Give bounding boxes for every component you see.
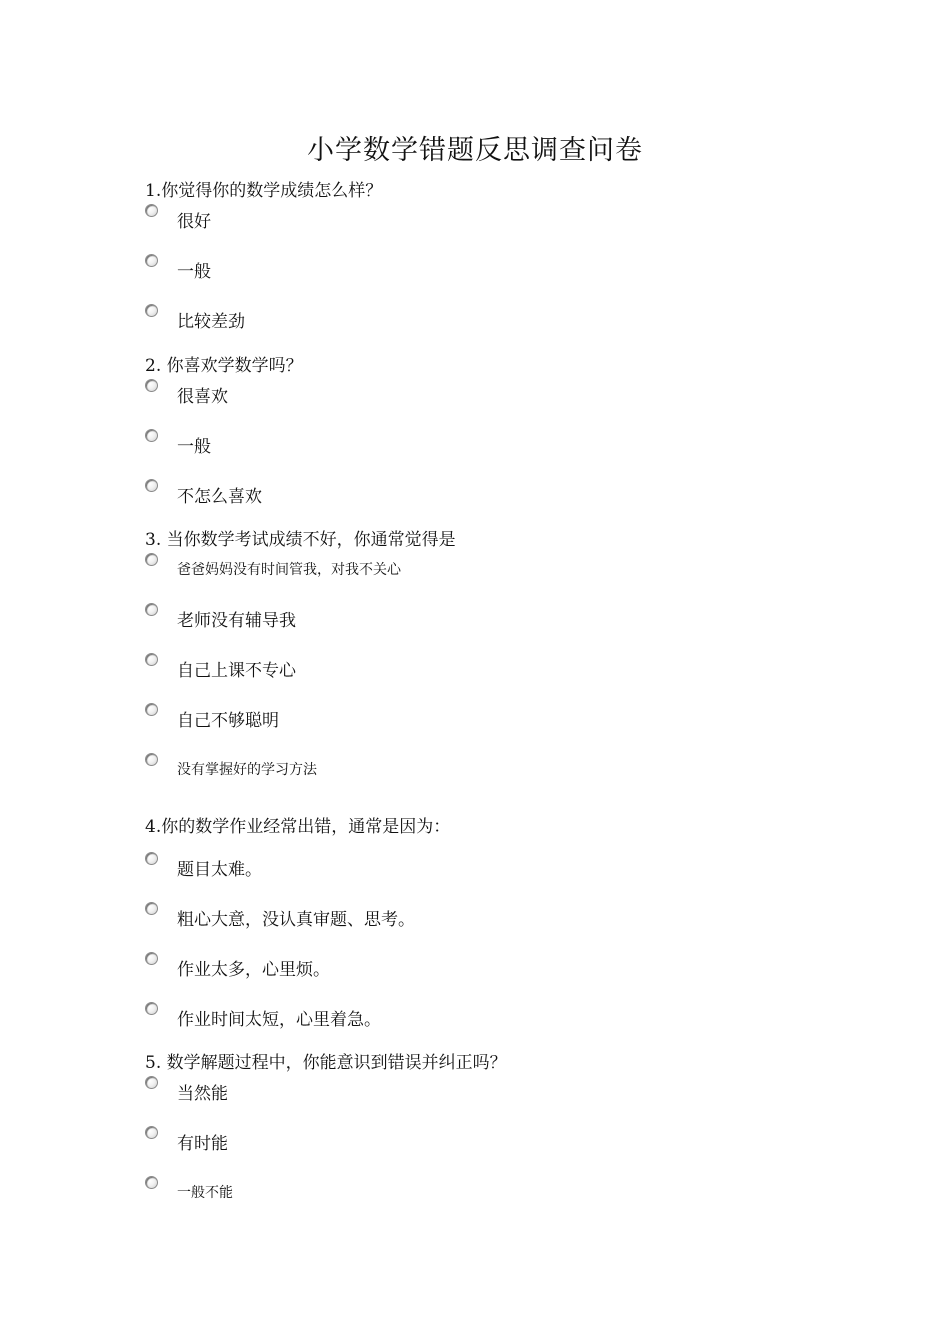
question-5: 5. 数学解题过程中，你能意识到错误并纠正吗？ [145, 1053, 507, 1073]
question-1: 1.你觉得你的数学成绩怎么样？ [145, 181, 383, 201]
radio-button[interactable] [145, 254, 158, 267]
option-label: 很好 [177, 212, 211, 232]
option-label: 老师没有辅导我 [177, 611, 296, 631]
radio-button[interactable] [145, 553, 158, 566]
radio-button[interactable] [145, 952, 158, 965]
question-4: 4.你的数学作业经常出错，通常是因为： [145, 817, 451, 837]
option-label: 一般 [177, 262, 211, 282]
radio-button[interactable] [145, 753, 158, 766]
option-label: 一般不能 [177, 1185, 233, 1201]
radio-button[interactable] [145, 1002, 158, 1015]
option-label: 比较差劲 [177, 312, 245, 332]
option-label: 一般 [177, 437, 211, 457]
radio-button[interactable] [145, 204, 158, 217]
radio-button[interactable] [145, 1076, 158, 1089]
radio-button[interactable] [145, 1176, 158, 1189]
question-2: 2. 你喜欢学数学吗？ [145, 356, 303, 376]
radio-button[interactable] [145, 479, 158, 492]
option-label: 有时能 [177, 1134, 228, 1154]
option-label: 不怎么喜欢 [177, 487, 262, 507]
option-label: 没有掌握好的学习方法 [177, 762, 317, 778]
radio-button[interactable] [145, 703, 158, 716]
option-label: 作业时间太短，心里着急。 [177, 1010, 381, 1030]
radio-button[interactable] [145, 603, 158, 616]
option-label: 当然能 [177, 1084, 228, 1104]
option-label: 自己不够聪明 [177, 711, 279, 731]
option-label: 很喜欢 [177, 387, 228, 407]
option-label: 爸爸妈妈没有时间管我，对我不关心 [177, 562, 401, 578]
radio-button[interactable] [145, 304, 158, 317]
radio-button[interactable] [145, 653, 158, 666]
option-label: 作业太多，心里烦。 [177, 960, 330, 980]
radio-button[interactable] [145, 429, 158, 442]
option-label: 粗心大意，没认真审题、思考。 [177, 910, 415, 930]
option-label: 自己上课不专心 [177, 661, 296, 681]
radio-button[interactable] [145, 902, 158, 915]
radio-button[interactable] [145, 1126, 158, 1139]
option-label: 题目太难。 [177, 860, 262, 880]
question-3: 3. 当你数学考试成绩不好，你通常觉得是 [145, 530, 456, 550]
radio-button[interactable] [145, 852, 158, 865]
page-title: 小学数学错题反思调查问卷 [307, 135, 643, 166]
radio-button[interactable] [145, 379, 158, 392]
